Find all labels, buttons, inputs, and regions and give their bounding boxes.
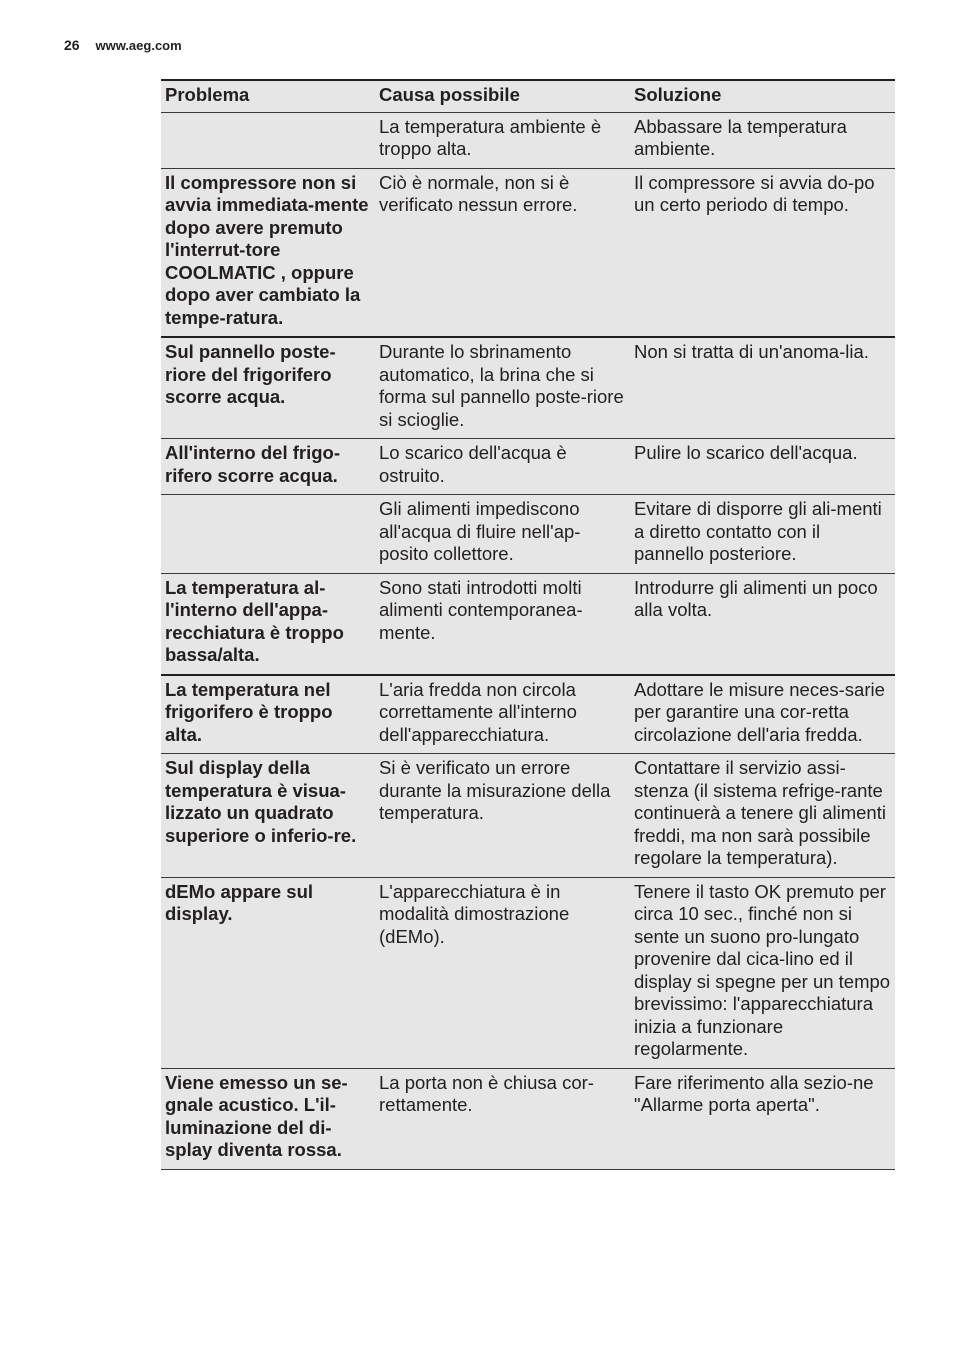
cause-cell: La porta non è chiusa cor-rettamente. [375, 1068, 630, 1169]
problem-cell: Viene emesso un se-gnale acustico. L'il-luminazione del di-splay diventa rossa. [161, 1068, 375, 1169]
cause-cell: L'apparecchiatura è in modalità dimostrazione (dEMo). [375, 877, 630, 1068]
cause-cell: La temperatura ambiente è troppo alta. [375, 112, 630, 168]
cause-cell: Sono stati introdotti molti alimenti contemporanea-mente. [375, 573, 630, 675]
column-header-problem: Problema [161, 80, 375, 112]
cause-cell: Si è verificato un errore durante la misurazione della temperatura. [375, 754, 630, 878]
solution-cell: Il compressore si avvia do-po un certo periodo di tempo. [630, 168, 895, 337]
table-row [161, 1068, 895, 1169]
problem-cell: dEMo appare sul display. [161, 877, 375, 1068]
cause-cell: L'aria fredda non circola correttamente all'interno dell'apparecchiatura. [375, 675, 630, 754]
table-row [161, 877, 895, 1068]
problem-cell: La temperatura al-l'interno dell'appa-recchiatura è troppo bassa/alta. [161, 573, 375, 675]
solution-cell: Abbassare la temperatura ambiente. [630, 112, 895, 168]
table-row [161, 439, 895, 495]
table-row [161, 675, 895, 754]
problem-cell: La temperatura nel frigorifero è troppo alta. [161, 675, 375, 754]
problem-cell: Sul pannello poste-riore del frigorifero scorre acqua. [161, 337, 375, 439]
page-number: 26 [64, 37, 80, 53]
solution-cell: Evitare di disporre gli ali-menti a diretto contatto con il pannello posteriore. [630, 495, 895, 574]
solution-cell: Non si tratta di un'anoma-lia. [630, 337, 895, 439]
solution-cell: Fare riferimento alla sezio-ne "Allarme porta aperta". [630, 1068, 895, 1169]
table-header-row [161, 80, 895, 112]
table-row [161, 573, 895, 675]
table-row [161, 337, 895, 439]
page-header [64, 37, 182, 53]
column-header-solution: Soluzione [630, 80, 895, 112]
solution-cell: Tenere il tasto OK premuto per circa 10 sec., finché non si sente un suono pro-lungato provenire dal cica-lino ed il display si spegne per un tempo brevissimo: l'apparecchiatura inizia a funzionare regolarmente. [630, 877, 895, 1068]
troubleshooting-table [161, 79, 895, 1170]
table-row [161, 168, 895, 337]
solution-cell: Contattare il servizio assi-stenza (il sistema refrige-rante continuerà a tenere gli alimenti freddi, ma non sarà possibile regolare la temperatura). [630, 754, 895, 878]
problem-cell: Sul display della temperatura è visua-lizzato un quadrato superiore o inferio-re. [161, 754, 375, 878]
solution-cell: Introdurre gli alimenti un poco alla volta. [630, 573, 895, 675]
problem-cell: Il compressore non si avvia immediata-mente dopo avere premuto l'interrut-tore COOLMATIC , oppure dopo aver cambiato la tempe-ratura. [161, 168, 375, 337]
website-link[interactable]: www.aeg.com [95, 38, 182, 53]
problem-cell [161, 495, 375, 574]
problem-cell [161, 112, 375, 168]
cause-cell: Ciò è normale, non si è verificato nessun errore. [375, 168, 630, 337]
solution-cell: Pulire lo scarico dell'acqua. [630, 439, 895, 495]
problem-cell: All'interno del frigo-rifero scorre acqua. [161, 439, 375, 495]
table-row [161, 112, 895, 168]
cause-cell: Lo scarico dell'acqua è ostruito. [375, 439, 630, 495]
table-row [161, 754, 895, 878]
cause-cell: Durante lo sbrinamento automatico, la brina che si forma sul pannello poste-riore si scioglie. [375, 337, 630, 439]
solution-cell: Adottare le misure neces-sarie per garantire una cor-retta circolazione dell'aria fredda. [630, 675, 895, 754]
cause-cell: Gli alimenti impediscono all'acqua di fluire nell'ap-posito collettore. [375, 495, 630, 574]
table-row [161, 495, 895, 574]
column-header-cause: Causa possibile [375, 80, 630, 112]
